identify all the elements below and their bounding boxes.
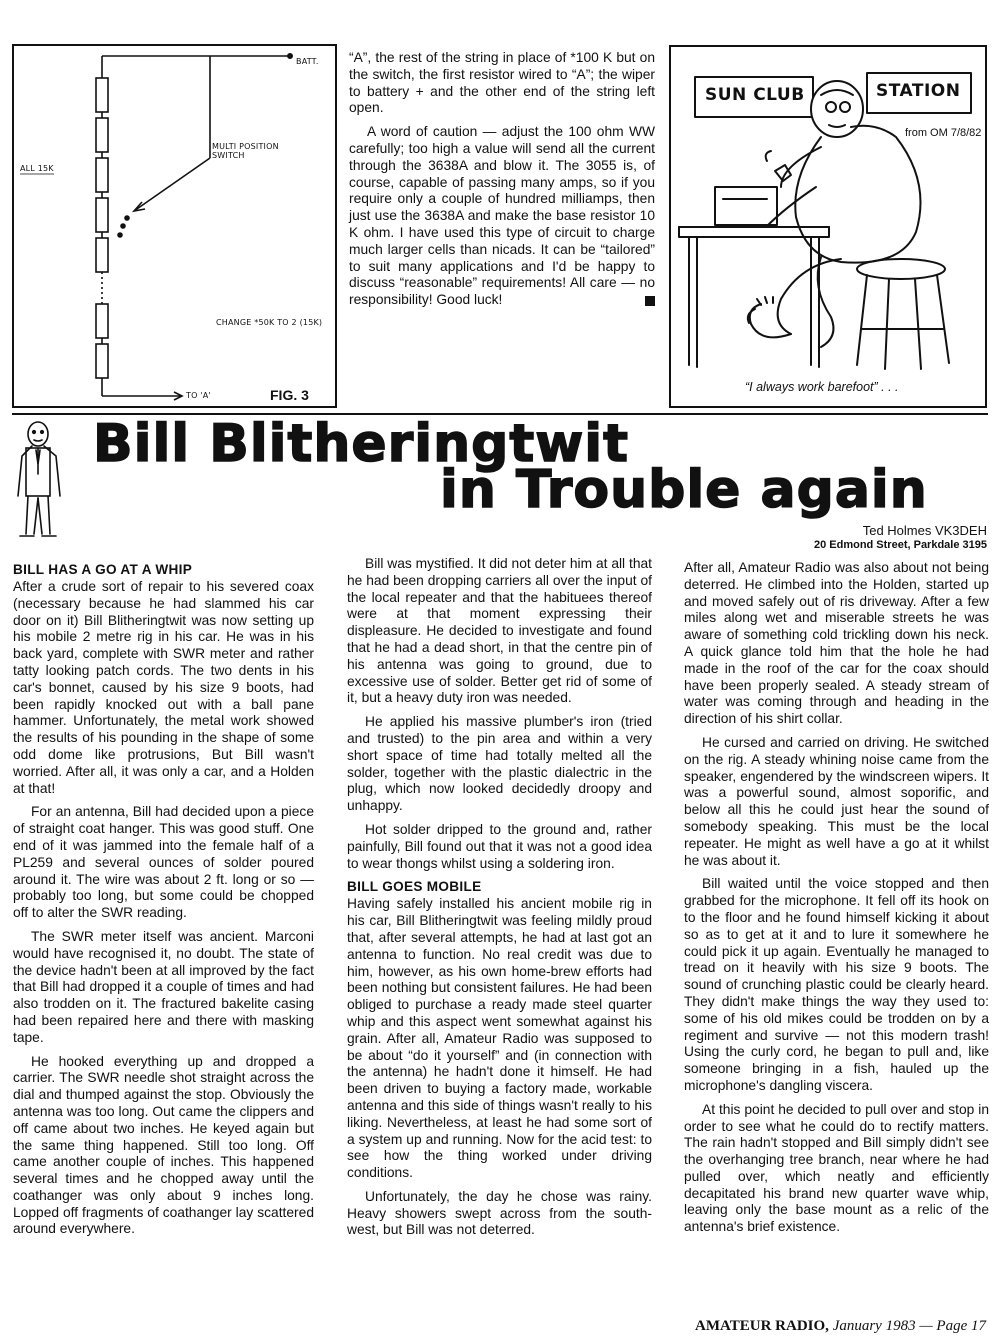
cartoon-panel [669,45,987,408]
paragraph: At this point he decided to pull over and stop in order to see what he could do to rectify matters. The rain hadn't stopped and Bill simply didn't see the overhanging tree branch, near where he had pulled over, which neatly and efficiently decapitated his brand new quarter wave whip, leaving only the base mount as a relic of the antenna's brief existence. [684,1101,989,1235]
paragraph: Hot solder dripped to the ground and, rather painfully, Bill found out that it was not a good idea to wear thongs whilst using a soldering iron. [347,821,652,871]
paragraph: Bill waited until the voice stopped and then grabbed for the microphone. It fell off its hook on to the floor and he found himself kicking it about so as to get at it and to lure it somewhere he could pick it up again. Eventually he managed to tread on it heavily with his size 9 boots. The sound of crunching plastic could be clearly heard. They didn't make things the way they used to: some of his old mikes could be trodden on by a regiment and survive — not this modern trash! Using the curly cord, he began to pull and, like someone bringing in a fish, hauled up the microphone's dangling viscera. [684,876,989,1093]
sign-station: STATION [876,81,961,101]
paragraph: Bill was mystified. It did not deter him at all that he had been dropping carriers all over the input of the local repeater and that the habituees thereof were at that moment expressing their displeasure. He decided to investigate and found that he had a dead short, in that the centre pin of his antenna was going to ground, due to excessive use of solder. Better get rid of some of it, but a heavy duty iron was needed. [347,556,652,706]
author-address: 20 Edmond Street, Parkdale 3195 [813,539,987,551]
sign-sun-club: SUN CLUB [705,85,805,105]
section-heading: BILL GOES MOBILE [347,879,482,895]
paragraph: For an antenna, Bill had decided upon a piece of straight coat hanger. This was good stuff. One end of it was jammed into the female half of a PL259 and several ounces of solder poured around it. The wire was about 2 ft. long or so — probably too long, but some could be chopped off to alter the SWR reading. [13,804,314,921]
paragraph: Unfortunately, the day he chose was rainy. Heavy showers swept across from the south-west, but Bill was not deterred. [347,1188,652,1238]
cartoon-source: from OM 7/8/82 [905,127,982,139]
paragraph: He hooked everything up and dropped a carrier. The SWR needle shot straight across the dial and thumped against the stop. Obviously the antenna was too long. Out came the clippers and off came about two inches. He keyed again but the same thing happened. Still too long. Off came another couple of inches. This happened several times and he chopped away until the coathanger was only about 9 inches long. Lopped off fragments of coathanger lay scattered around everywhere. [13,1053,314,1237]
figure-3-schematic [12,44,337,408]
figure-caption: FIG. 3 [270,387,309,403]
paragraph: He applied his massive plumber's iron (tried and trusted) to the pin area and within a very short space of time had totally melted all the solder, together with the plastic dialectric in the plug, which now looked decidedly droopy and unhappy. [347,714,652,814]
paragraph: He cursed and carried on driving. He switched on the rig. A steady whining noise came from the speaker, engendered by the windscreen wipers. It was a powerful sound, almost soporific, and below all this he could just hear the sound of somebody speaking. This must be the local repeater. He might as well have a go at it whilst he was about it. [684,734,989,868]
batt-label: BATT. [296,57,319,66]
article-column-1 [13,556,314,1245]
switch-label: MULTI POSITION SWITCH [212,142,279,160]
issue-and-page: January 1983 — Page 17 [832,1318,986,1334]
page-footer [695,1318,986,1335]
construction-article-continuation [349,50,655,316]
headline-line-1: Bill Blitheringtwit [93,414,629,474]
headline-line-2: in Trouble again [440,460,928,520]
paragraph: The SWR meter itself was ancient. Marconi would have recognised it, no doubt. The state of the device hadn't been at all improved by the fact that Bill had dropped it a couple of times and had also trodden on it. The fractured bakelite casing had been repaired here and there with masking tape. [13,928,314,1045]
article-column-3 [684,560,989,1243]
author-byline: Ted Holmes VK3DEH [862,523,987,538]
bill-character-illustration [12,418,68,542]
change-note: CHANGE *50K TO 2 (15K) [216,318,323,327]
paragraph: After all, Amateur Radio was also about not being deterred. He climbed into the Holden, started up and moved safely out of ris driveway. After a few miles along wet and miserable streets he was aware of something cold trickling down his neck. A quick glance told him that the hole he had made in the roof of the car for the coax should have been properly sealed. A steady stream of water was coming through and heading in the direction of his shirt collar. [684,560,989,727]
cartoon-caption: “I always work barefoot” . . . [745,380,899,394]
resistor-value-label: ALL 15K [20,164,54,173]
paragraph: A word of caution — adjust the 100 ohm WW carefully; too high a value will send all the current through the 3638A and blow it. The 3055 is, of course, capable of passing many amps, so if you require only a couple of hundred milliamps, then just use the 3638A and make the base resistor 10 K ohm. I have used this type of circuit to charge much larger cells than nicads. It can be “tailored” to suit many applications and I'd be happy to discuss “reasonable” requirements! All care — no responsibility! Good luck! [349,124,655,308]
section-heading: BILL HAS A GO AT A WHIP [13,562,193,577]
resistor-ladder-diagram [14,46,335,406]
paragraph: “A”, the rest of the string in place of *100 K but on the switch, the first resistor wired to “A”; the wiper to battery + and the other end of the string left open. [349,50,655,116]
output-label: TO 'A' [186,391,211,400]
article-column-2 [347,556,652,1246]
magazine-name: AMATEUR RADIO, [695,1318,829,1334]
paragraph: After a crude sort of repair to his severed coax (necessary because he had slammed his car door on it) Bill Blitheringtwit was now setting up his mobile 2 metre rig in his car. He was in his back yard, complete with SWR meter and rather tatty looking patch cords. The two dents in his car's bonnet, caused by his size 9 boots, had been rapidly knocked out with a ball pane hammer. Unfortunately, the metal work showed the results of his pounding in the shape of some odd dome like protrusions, But Bill wasn't worried. After all, it was only a car, and a Holden at that! [13,579,314,796]
end-of-article-mark [645,296,655,306]
paragraph: Having safely installed his ancient mobile rig in his car, Bill Blitheringtwit was feeling mildly proud that, after several attempts, he had at last got an antenna to function. No real credit was due to him, however, as his own home-brew efforts had been nothing but consistent failures. He had been obliged to purchase a ready made steel quarter whip and this aspect went somewhat against his grain. After all, Amateur Radio was supposed to be about “do it yourself” and (in connection with the antenna) he hadn't done it himself. He had been driven to buying a factory made, workable antenna and this side of things wasn't really to his liking. Nevertheless, at least he had some sort of a system up and running. Now for the acid test: to see how the thing worked under driving conditions. [347,896,652,1181]
